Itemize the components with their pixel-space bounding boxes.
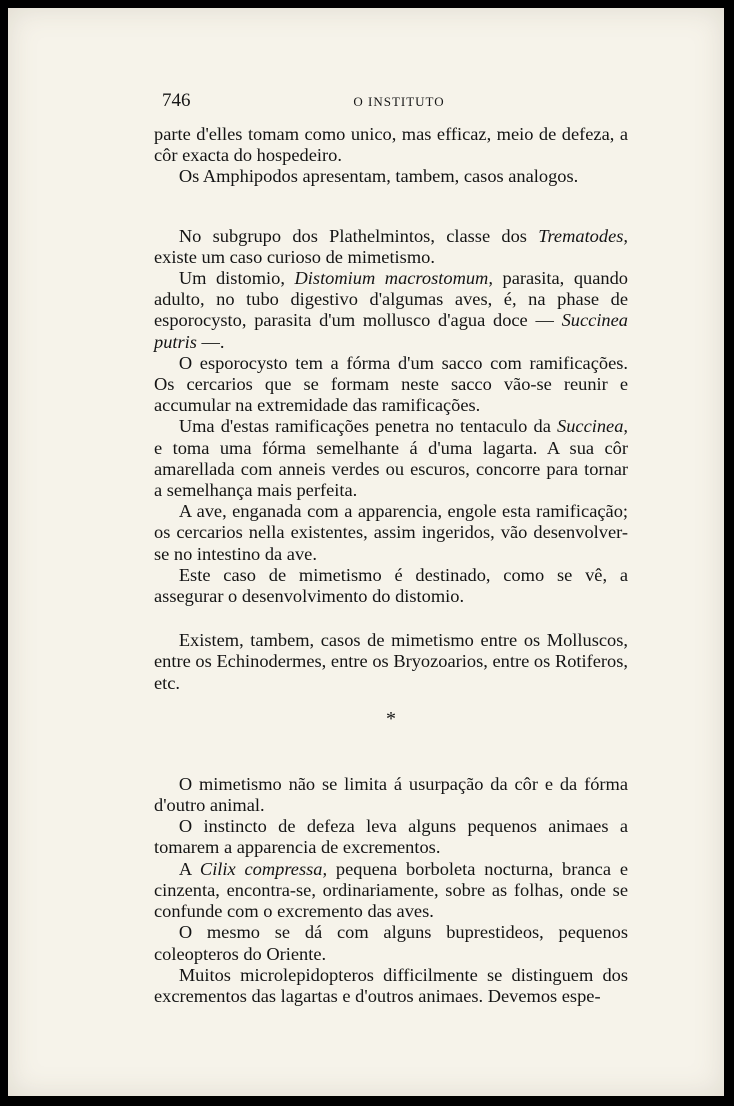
text-run: Um distomio, (178, 268, 295, 289)
body-text (154, 124, 628, 1007)
page-header (162, 90, 636, 114)
text-run: parasita, quando adulto, no tubo digestivo d'algumas aves, é, na phase de esporocysto, parasita d'um mollusco d'agua doce — (154, 268, 628, 331)
italic-term: Trematodes, (538, 225, 628, 246)
paragraph (154, 859, 628, 923)
italic-term: Succinea, (557, 416, 628, 437)
paragraph: A ave, enganada com a apparencia, engole esta ramificação; os cercarios nella existentes, assim ingeridos, vão desenvolver-se no intestino da ave. (154, 501, 628, 564)
section-separator: * (386, 707, 396, 730)
text-run: Uma d'estas ramificações penetra no tentaculo da (178, 416, 558, 437)
paragraph: Este caso de mimetismo é destinado, como se vê, a assegurar o desenvolvimento do distomio. (154, 564, 628, 607)
paragraph: O mimetismo não se limita á usurpação da côr e da fórma d'outro animal. (154, 773, 628, 816)
paragraph: O mesmo se dá com alguns buprestideos, pequenos coleopteros do Oriente. (154, 922, 628, 964)
paragraph: O esporocysto tem a fórma d'um sacco com ramificações. Os cercarios que se formam neste sacco vão-se reunir e accumular na extremidade das ramificações. (154, 352, 628, 416)
paragraph: Os Amphipodos apresentam, tambem, casos analogos. (178, 166, 579, 187)
running-head: O INSTITUTO (353, 94, 445, 109)
paragraph (154, 226, 628, 268)
italic-term: Distomium macrostomum, (294, 268, 493, 289)
page-number: 746 (162, 90, 191, 111)
text-run: existe um caso curioso de mimetismo. (154, 246, 435, 267)
paragraph (154, 268, 628, 353)
italic-term: Succinea putris (154, 310, 628, 352)
italic-term: Cilix compressa, (199, 858, 328, 879)
text-run: A (178, 858, 200, 879)
paragraph: parte d'elles tomam como unico, mas efficaz, meio de defeza, a côr exacta do hospedeiro. (154, 124, 628, 166)
paragraph: Muitos microlepidopteros difficilmente se distinguem dos excrementos das lagartas e d'outros animaes. Devemos espe- (154, 964, 628, 1006)
text-run: No subgrupo dos Plathelmintos, classe dos (178, 225, 539, 246)
paragraph: Existem, tambem, casos de mimetismo entre os Molluscos, entre os Echinodermes, entre os Bryozoarios, entre os Rotiferos, etc. (154, 630, 628, 693)
text-run: —. (196, 331, 225, 352)
text-run: e toma uma fórma semelhante á d'uma lagarta. A sua côr amarellada com anneis verdes ou escuros, concorre para tornar a semelhança mais perfeita. (154, 437, 628, 501)
paragraph: O instincto de defeza leva alguns pequenos animaes a tomarem a apparencia de excrementos. (154, 816, 628, 858)
text-run: pequena borboleta nocturna, branca e cinzenta, encontra-se, ordinariamente, sobre as folhas, onde se confunde com o excremento das aves. (154, 858, 628, 922)
paragraph (154, 416, 628, 501)
